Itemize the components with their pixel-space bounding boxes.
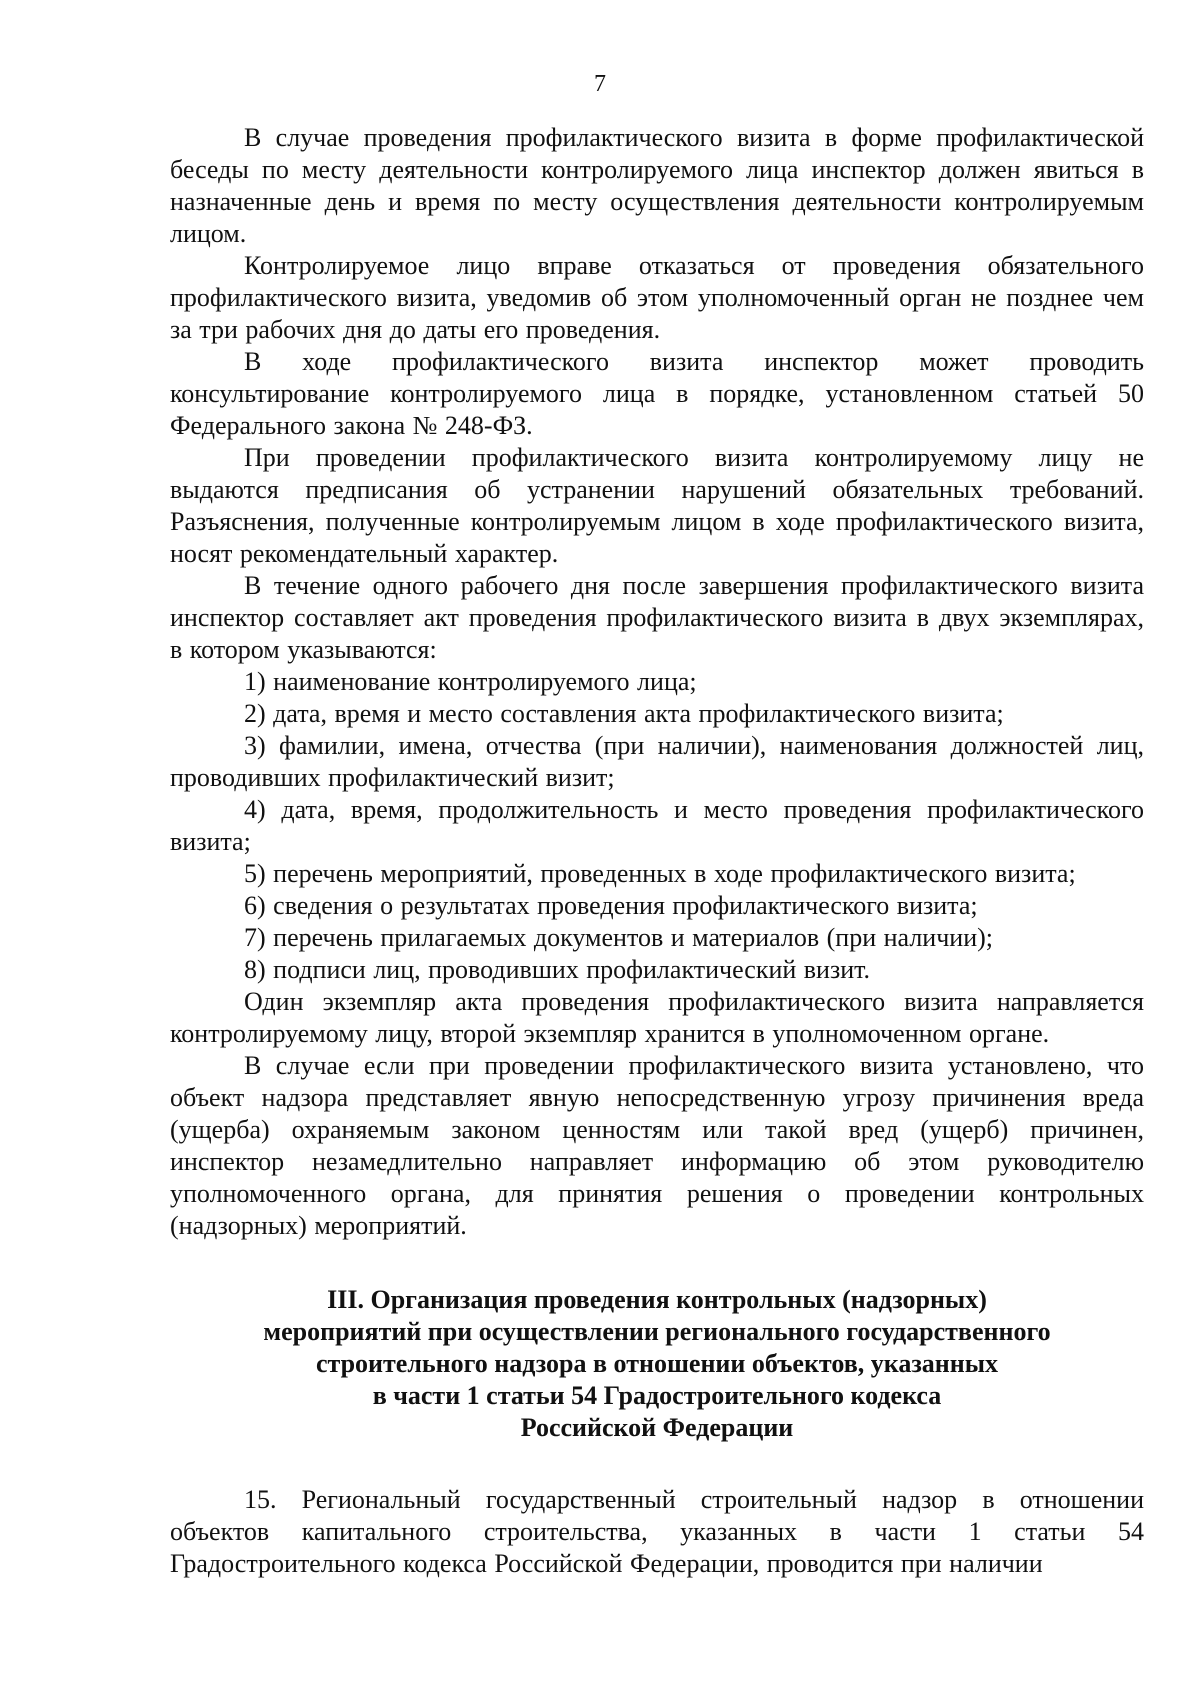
- list-item-3: 3) фамилии, имена, отчества (при наличии), наименования должностей лиц, проводивших профилактический визит;: [170, 731, 1144, 792]
- paragraph-no-orders: При проведении профилактического визита контролируемому лицу не выдаются предписания об устранении нарушений обязательных требований. Разъяснения, полученные контролируемым лицом в ходе профилактического визита, носят рекомендательный характер.: [170, 443, 1144, 568]
- section-heading-line: в части 1 статьи 54 Градостроительного кодекса: [372, 1381, 942, 1410]
- document-body: [170, 122, 1144, 1580]
- section-heading: [170, 1284, 1144, 1444]
- section-heading-line: строительного надзора в отношении объектов, указанных: [315, 1349, 999, 1378]
- paragraph-refusal: Контролируемое лицо вправе отказаться от проведения обязательного профилактического визита, уведомив об этом уполномоченный орган не позднее чем за три рабочих дня до даты его проведения.: [170, 251, 1144, 344]
- list-item-4: 4) дата, время, продолжительность и место проведения профилактического визита;: [170, 795, 1144, 856]
- paragraph-threat: В случае если при проведении профилактического визита установлено, что объект надзора представляет явную непосредственную угрозу причинения вреда (ущерба) охраняемым законом ценностям или такой вред (ущерб) причинен, инспектор незамедлительно направляет информацию об этом руководителю уполномоченного органа, для принятия решения о проведении контрольных (надзорных) мероприятий.: [170, 1051, 1144, 1240]
- section-heading-line: Российской Федерации: [520, 1413, 794, 1442]
- paragraph-clause-15: 15. Региональный государственный строительный надзор в отношении объектов капитального строительства, указанных в части 1 статьи 54 Градостроительного кодекса Российской Федерации, проводится при наличии: [170, 1485, 1144, 1578]
- section-heading-line: III. Организация проведения контрольных (надзорных): [327, 1285, 987, 1314]
- list-item-5: 5) перечень мероприятий, проведенных в ходе профилактического визита;: [244, 859, 1076, 888]
- list-item-7: 7) перечень прилагаемых документов и материалов (при наличии);: [244, 923, 993, 952]
- list-item-1: 1) наименование контролируемого лица;: [244, 667, 697, 696]
- page-number: 7: [594, 71, 606, 97]
- paragraph-act-drafting: В течение одного рабочего дня после завершения профилактического визита инспектор составляет акт проведения профилактического визита в двух экземплярах, в котором указываются:: [170, 571, 1144, 664]
- paragraph-consulting: В ходе профилактического визита инспектор может проводить консультирование контролируемого лица в порядке, установленном статьей 50 Федерального закона № 248-ФЗ.: [170, 347, 1144, 440]
- list-item-2: 2) дата, время и место составления акта профилактического визита;: [244, 699, 1004, 728]
- paragraph-visit-form: В случае проведения профилактического визита в форме профилактической беседы по месту деятельности контролируемого лица инспектор должен явиться в назначенные день и время по месту осуществления деятельности контролируемым лицом.: [170, 123, 1144, 248]
- section-heading-line: мероприятий при осуществлении регионального государственного: [263, 1317, 1051, 1346]
- list-item-6: 6) сведения о результатах проведения профилактического визита;: [244, 891, 978, 920]
- paragraph-act-copies: Один экземпляр акта проведения профилактического визита направляется контролируемому лицу, второй экземпляр хранится в уполномоченном органе.: [170, 987, 1144, 1048]
- list-item-8: 8) подписи лиц, проводивших профилактический визит.: [244, 955, 871, 984]
